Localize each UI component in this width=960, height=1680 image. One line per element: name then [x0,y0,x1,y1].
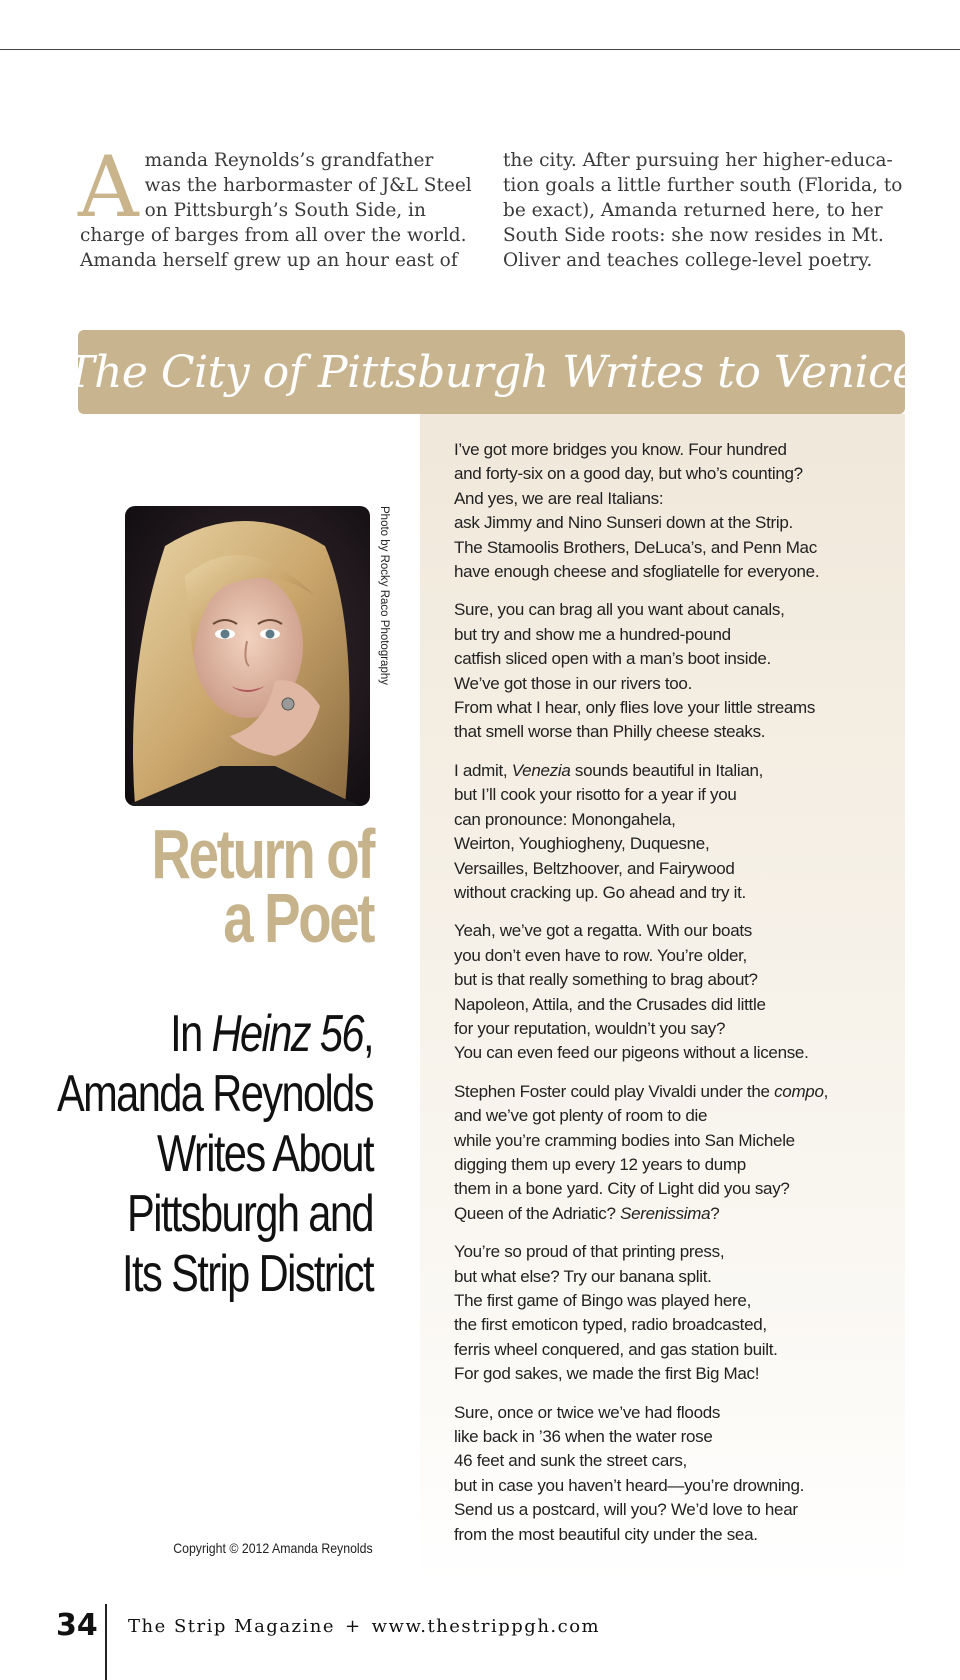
poem-line: I admit, Venezia sounds beautiful in Italian, [454,760,764,780]
intro-line: be exact), Amanda returned here, to her [503,200,883,221]
website-link[interactable]: www.thestrippgh.com [371,1616,601,1637]
intro-column-right [503,148,903,273]
headline-line: Return of [151,815,373,893]
copyright-notice: Copyright © 2012 Amanda Reynolds [173,1540,373,1556]
drop-cap: A [78,138,139,236]
poem-line: and forty-six on a good day, but who’s counting? [454,464,803,484]
poem-stanza [454,1240,914,1386]
subheadline-line: Amanda Reynolds [57,1065,373,1123]
poem-line: You’re so proud of that printing press, [454,1242,725,1262]
intro-line: tion goals a little further south (Florida, to [503,175,903,196]
title-banner [65,330,918,414]
page-number: 34 [56,1608,98,1643]
poem-line: have enough cheese and sfogliatelle for everyone. [454,562,820,582]
poem-line: Queen of the Adriatic? Serenissima? [454,1203,720,1223]
photo-credit: Photo by Rocky Raco Photography [378,506,390,685]
poem-line: that smell worse than Philly cheese steaks. [454,722,766,742]
poem-stanza [454,438,914,584]
poem-line: 46 feet and sunk the street cars, [454,1451,687,1471]
poem-stanza [454,759,914,905]
intro-text-left [78,138,480,273]
poem-stanza [454,919,914,1065]
intro-line: was the harbormaster of J&L Steel [144,175,472,196]
poem-line: From what I hear, only flies love your little streams [454,698,816,718]
poem-line: like back in ’36 when the water rose [454,1427,713,1447]
poem-line: Yeah, we’ve got a regatta. With our boats [454,921,752,941]
poem-line: Stephen Foster could play Vivaldi under the compo, [454,1081,829,1101]
subheadline-line: Its Strip District [122,1245,373,1303]
poem-stanza [454,1080,914,1226]
poem-line: you don’t even have to row. You’re older, [454,945,747,965]
poem [454,438,914,1561]
subheadline-line: Writes About [157,1125,373,1183]
intro-line: charge of barges from all over the world. [80,225,467,246]
poem-line: For god sakes, we made the first Big Mac! [454,1364,760,1384]
poem-line: the first emoticon typed, radio broadcasted, [454,1315,767,1335]
subheadline-prefix: In [170,1005,212,1063]
headline [151,815,373,957]
poem-line: and we’ve got plenty of room to die [454,1106,708,1126]
footer-divider [105,1604,107,1680]
intro-line: on Pittsburgh’s South Side, in [144,200,426,221]
poem-line: I’ve got more bridges you know. Four hundred [454,440,787,459]
poem-line: them in a bone yard. City of Light did you say? [454,1179,790,1199]
intro-text-right [503,148,903,273]
poem-line: Send us a postcard, will you? We’d love to hear [454,1500,798,1520]
poem-line: ferris wheel conquered, and gas station built. [454,1339,778,1359]
top-rule [0,49,960,50]
publication-title: Heinz 56 [211,1005,364,1063]
poem-stanza [454,598,914,744]
poem-line: And yes, we are real Italians: [454,488,664,508]
poem-line: Versailles, Beltzhoover, and Fairywood [454,858,735,878]
subheadline [57,1004,373,1304]
poem-line: digging them up every 12 years to dump [454,1154,746,1174]
portrait-photo [125,506,370,806]
portrait-illustration [125,506,370,806]
poem-line: from the most beautiful city under the sea. [454,1524,758,1544]
poem-line: ask Jimmy and Nino Sunseri down at the Strip. [454,513,793,533]
poem-line: Sure, once or twice we’ve had floods [454,1402,721,1422]
headline-line: a Poet [223,879,373,957]
intro-column-left [78,138,480,273]
poem-stanza [454,1401,914,1547]
intro-line: manda Reynolds’s grandfather [144,150,434,171]
intro-line: Amanda herself grew up an hour east of [80,250,458,271]
poem-line: Weirton, Youghiogheny, Duquesne, [454,834,710,854]
intro-line: the city. After pursuing her higher-educa- [503,150,893,171]
poem-line: but is that really something to brag about? [454,970,758,990]
poem-line: without cracking up. Go ahead and try it. [454,882,746,902]
subheadline-line [57,1004,373,1064]
intro-line: Oliver and teaches college-level poetry. [503,250,873,271]
poem-line: can pronounce: Monongahela, [454,809,676,829]
footer-separator: + [345,1616,362,1637]
poem-line: You can even feed our pigeons without a license. [454,1043,809,1063]
subheadline-punct: , [363,1005,373,1063]
poem-line: for your reputation, wouldn’t you say? [454,1018,726,1038]
poem-line: The Stamoolis Brothers, DeLuca’s, and Penn Mac [454,537,817,557]
poem-line: but what else? Try our banana split. [454,1266,712,1286]
poem-line: but in case you haven’t heard—you’re drowning. [454,1475,805,1495]
footer-text [128,1616,600,1637]
poem-line: The first game of Bingo was played here, [454,1291,751,1310]
poem-line: Sure, you can brag all you want about canals, [454,600,785,620]
poem-line: Napoleon, Attila, and the Crusades did little [454,994,766,1014]
poem-line: but I’ll cook your risotto for a year if you [454,785,737,805]
poem-line: catfish sliced open with a man’s boot inside. [454,649,771,669]
poem-line: but try and show me a hundred-pound [454,624,731,644]
subheadline-line: Pittsburgh and [127,1185,373,1243]
poem-line: while you’re cramming bodies into San Michele [454,1130,795,1150]
magazine-name: The Strip Magazine [128,1616,336,1637]
poem-line: We’ve got those in our rivers too. [454,673,692,693]
intro-line: South Side roots: she now resides in Mt. [503,225,884,246]
banner-title: The City of Pittsburgh Writes to Venice [65,346,918,398]
